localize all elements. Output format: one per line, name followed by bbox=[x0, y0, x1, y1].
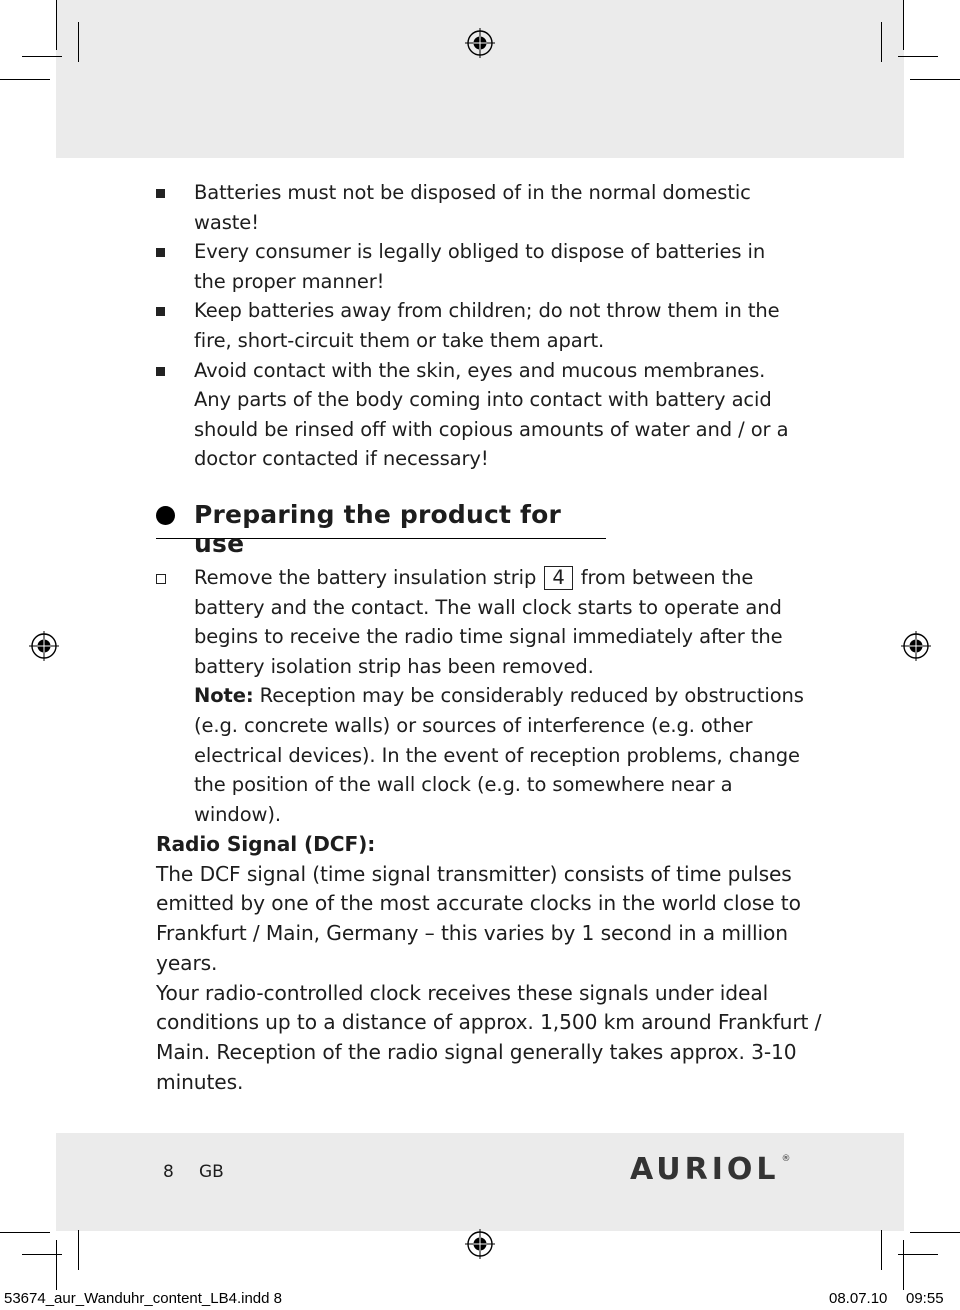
registration-mark-icon bbox=[465, 28, 495, 58]
radio-signal-section bbox=[156, 830, 826, 1097]
list-item bbox=[156, 237, 796, 296]
bullet-square-icon bbox=[156, 367, 165, 376]
registration-mark-icon bbox=[465, 1229, 495, 1259]
crop-mark bbox=[903, 1240, 904, 1290]
section-heading bbox=[156, 500, 606, 558]
bullet-square-icon bbox=[156, 248, 165, 257]
crop-mark bbox=[910, 1232, 960, 1233]
registration-mark-icon bbox=[29, 631, 59, 661]
slug-date: 08.07.10 bbox=[829, 1290, 888, 1307]
list-item bbox=[156, 356, 796, 474]
section-heading-text: Preparing the product for use bbox=[194, 500, 562, 558]
crop-mark bbox=[22, 56, 62, 57]
slug-time: 09:55 bbox=[906, 1290, 944, 1307]
bullet-square-icon bbox=[156, 307, 165, 316]
slug-file: 53674_aur_Wanduhr_content_LB4.indd 8 bbox=[4, 1290, 282, 1307]
brand-logo-text: AURIOL bbox=[630, 1151, 780, 1187]
top-grey-band bbox=[56, 0, 904, 158]
radio-signal-title: Radio Signal (DCF): bbox=[156, 832, 376, 856]
crop-mark bbox=[881, 1230, 882, 1270]
language-code: GB bbox=[199, 1162, 224, 1182]
bullet-text: Avoid contact with the skin, eyes and mucous membranes. Any parts of the body coming into contact with battery acid should be rinsed off with copious amounts of water and / or a doctor contacted if necessary! bbox=[194, 358, 789, 471]
bullet-text: Keep batteries away from children; do not throw them in the fire, short-circuit them or take them apart. bbox=[194, 299, 780, 352]
crop-mark bbox=[78, 22, 79, 62]
crop-mark bbox=[56, 1240, 57, 1290]
note-label: Note: bbox=[194, 684, 254, 708]
step-text-after: from between the battery and the contact. The wall clock starts to operate and begins to receive the radio time signal immediately after the battery isolation strip has been removed. bbox=[194, 566, 783, 678]
checkbox-square-icon bbox=[156, 574, 166, 584]
bullet-square-icon bbox=[156, 189, 165, 198]
brand-logo bbox=[630, 1153, 791, 1185]
crop-mark bbox=[0, 1232, 50, 1233]
crop-mark bbox=[898, 56, 938, 57]
bullet-text: Every consumer is legally obliged to dispose of batteries in the proper manner! bbox=[194, 240, 766, 293]
crop-mark bbox=[881, 22, 882, 62]
radio-signal-paragraph: Your radio-controlled clock receives these signals under ideal conditions up to a distance of approx. 1,500 km around Frankfurt / Main. Reception of the radio signal generally takes approx. 3-10 minutes. bbox=[156, 980, 822, 1094]
registration-mark-icon bbox=[901, 631, 931, 661]
crop-mark bbox=[898, 1254, 938, 1255]
crop-mark bbox=[0, 79, 50, 80]
page-number: 8 bbox=[163, 1162, 174, 1182]
step-text-before: Remove the battery insulation strip bbox=[194, 566, 537, 589]
crop-mark bbox=[910, 79, 960, 80]
section-dot-icon bbox=[156, 506, 175, 525]
list-item bbox=[156, 296, 796, 355]
note-text: Reception may be considerably reduced by obstructions (e.g. concrete walls) or sources of interference (e.g. other electrical devices). In the event of reception problems, change the position of the wall clock (e.g. to somewhere near a window). bbox=[194, 684, 804, 826]
safety-bullet-list bbox=[156, 178, 796, 474]
list-item bbox=[156, 178, 796, 237]
crop-mark bbox=[22, 1254, 62, 1255]
radio-signal-paragraph: The DCF signal (time signal transmitter) consists of time pulses emitted by one of the most accurate clocks in the world close to Frankfurt / Main, Germany – this varies by 1 second in a million years. bbox=[156, 861, 801, 975]
bullet-text: Batteries must not be disposed of in the normal domestic waste! bbox=[194, 181, 751, 234]
registered-mark: ® bbox=[781, 1154, 791, 1164]
crop-mark bbox=[56, 0, 57, 50]
instruction-step bbox=[156, 563, 816, 829]
crop-mark bbox=[78, 1230, 79, 1270]
crop-mark bbox=[903, 0, 904, 50]
step-body bbox=[194, 563, 816, 829]
part-reference-box: 4 bbox=[544, 566, 572, 590]
